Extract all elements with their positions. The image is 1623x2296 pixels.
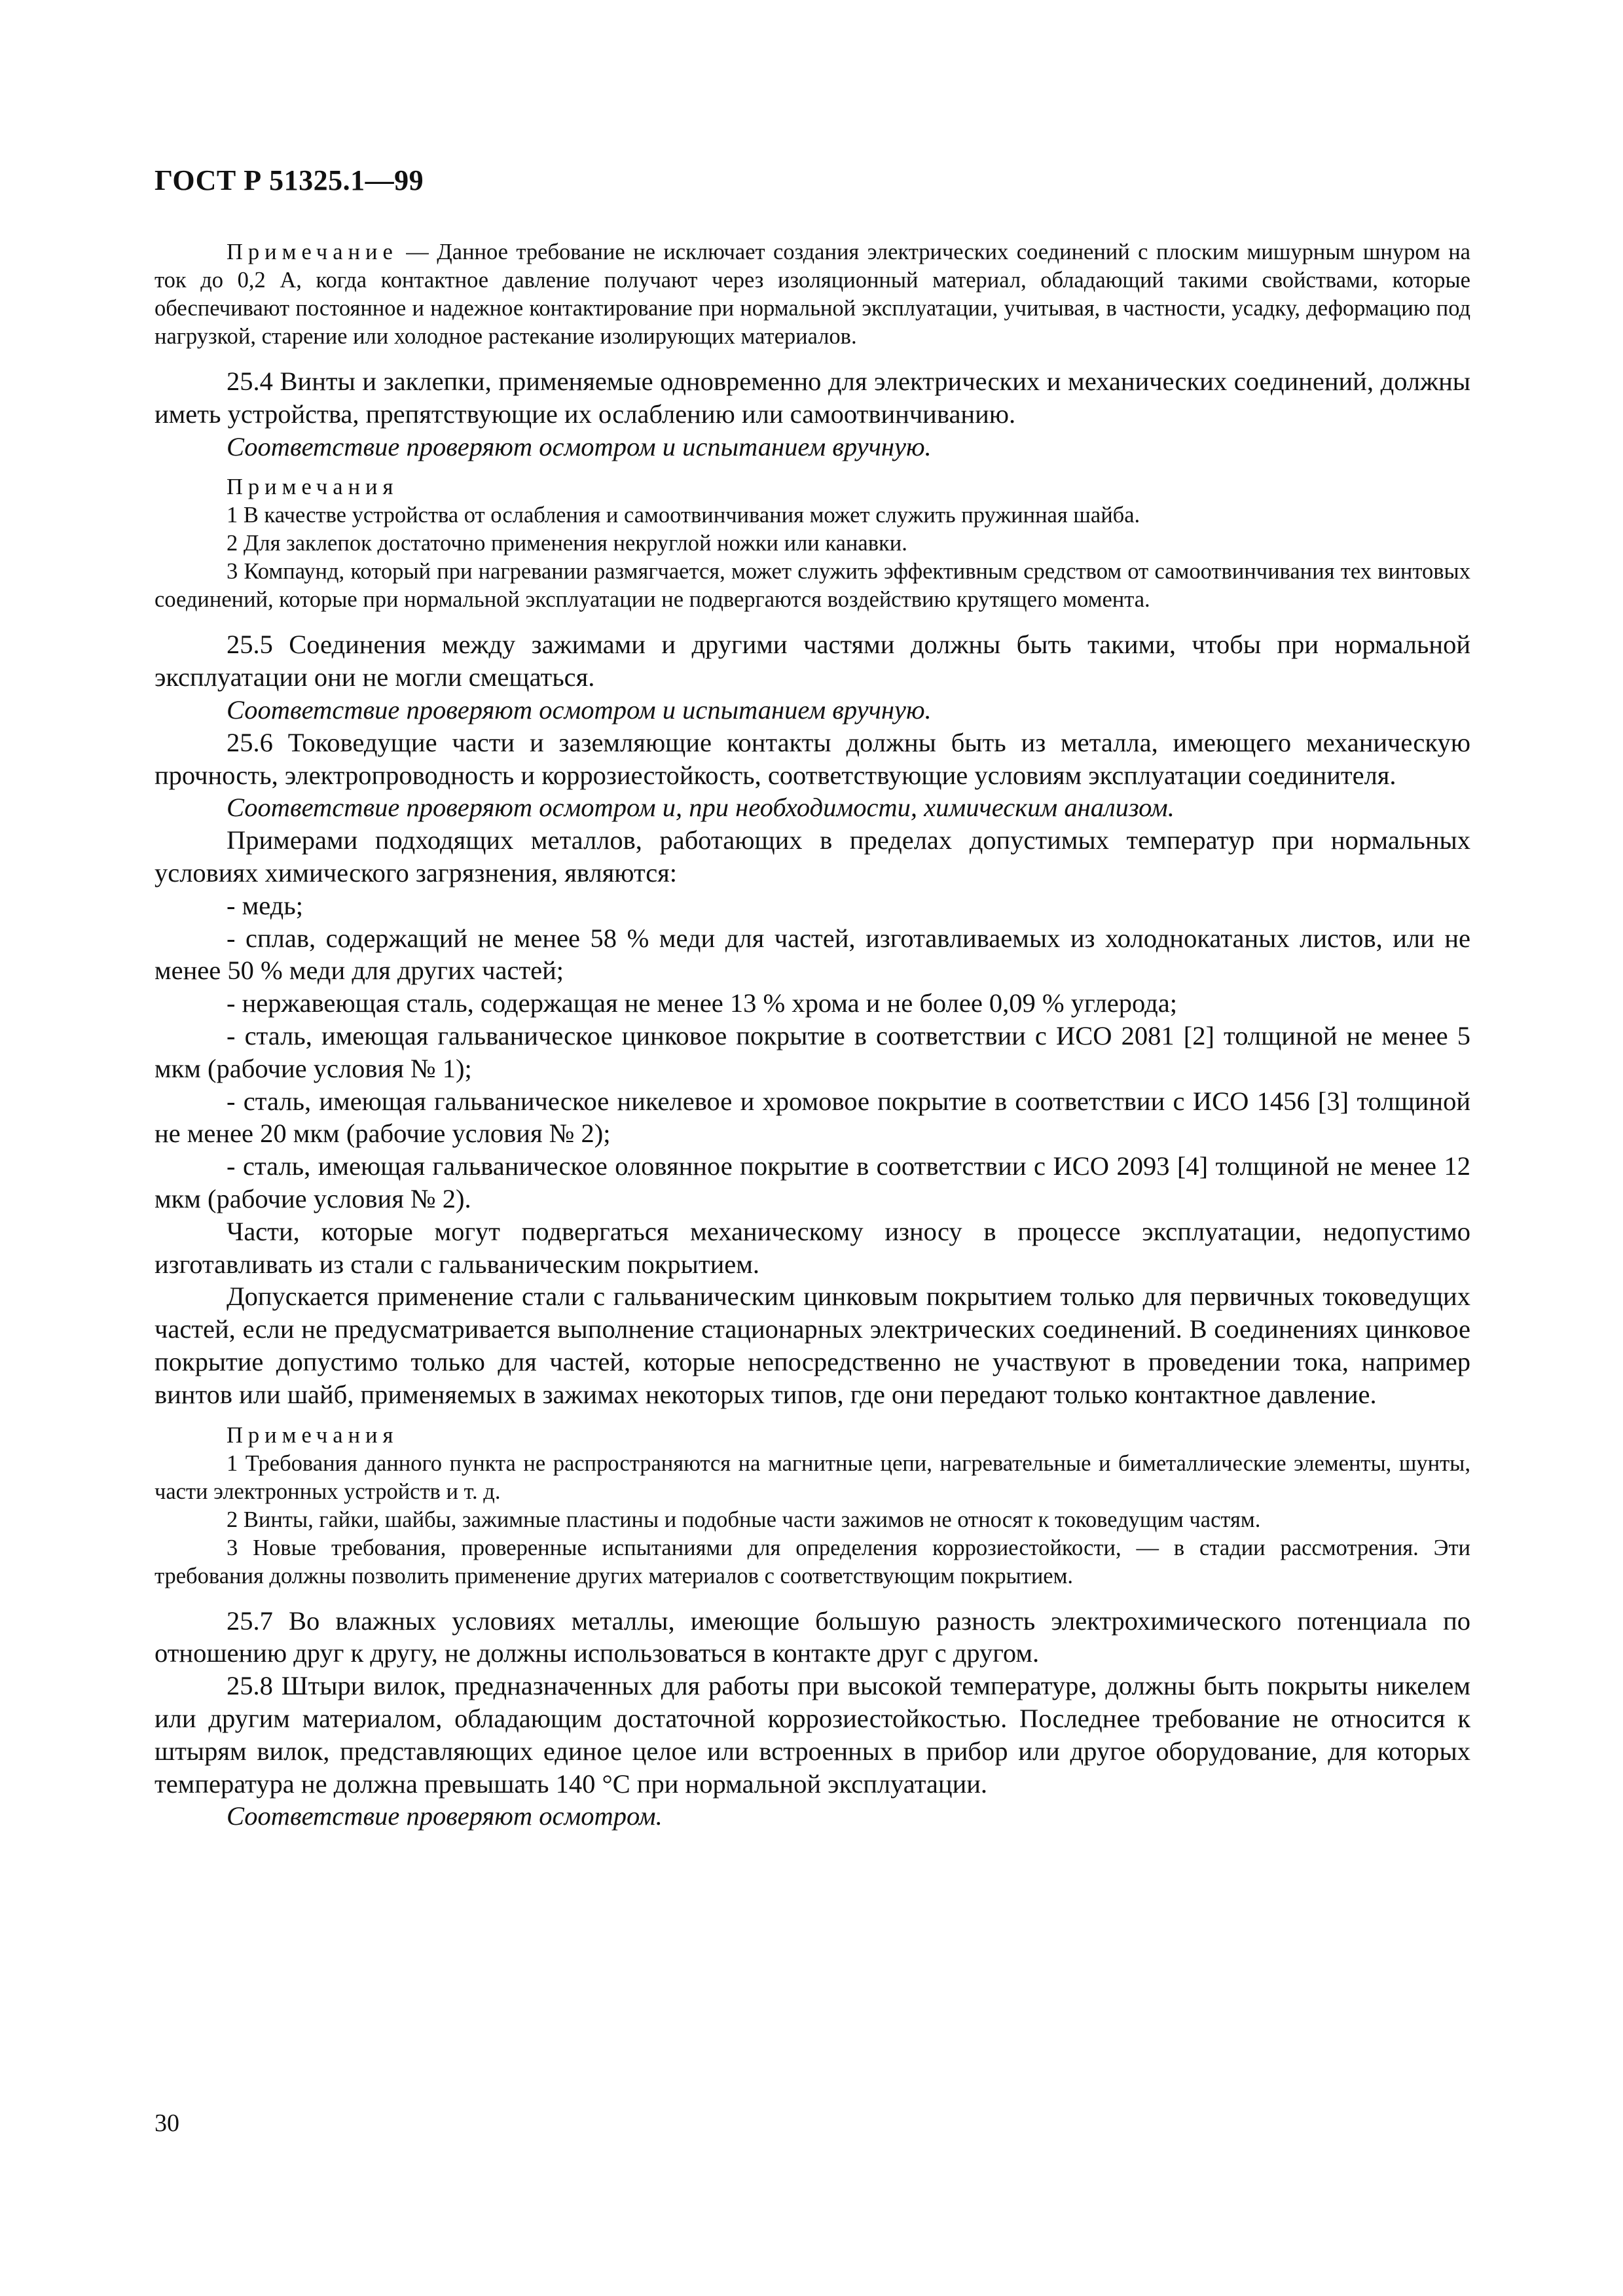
note-label: Примечание — [227, 240, 398, 264]
notes-1-item-1: 1 В качестве устройства от ослабления и самоотвинчивания может служить пружинная шайба. — [227, 503, 1140, 528]
clause-25-6: 25.6 Токоведущие части и заземляющие контакты должны быть из металла, имеющего механическую прочность, электропроводность и коррозиестойкость, соответствующие условиям эксплуатации соединителя. — [155, 727, 1470, 790]
example-item-5: - сталь, имеющая гальваническое никелевое и хромовое покрытие в соответствии с ИСО 1456 [3] толщиной не менее 20 мкм (рабочие условия № 2); — [155, 1086, 1470, 1149]
clause-25-8-check: Соответствие проверяют осмотром. — [227, 1801, 663, 1831]
clause-25-6-wear: Части, которые могут подвергаться механическому износу в процессе эксплуатации, недопустимо изготавливать из стали с гальваническим покрытием. — [155, 1216, 1470, 1279]
notes-1-label: Примечания — [227, 475, 399, 500]
clause-25-6-zinc: Допускается применение стали с гальваническим цинковым покрытием только для первичных токоведущих частей, если не предусматривается выполнение стационарных электрических соединений. В соединениях цинковое покрытие допустимо только для частей, которые непосредственно не участвуют в проведении тока, например винтов или шайб, применяемых в зажимах некоторых типов, где они передают только контактное давление. — [155, 1282, 1470, 1409]
example-item-4: - сталь, имеющая гальваническое цинковое покрытие в соответствии с ИСО 2081 [2] толщиной не менее 5 мкм (рабочие условия № 1); — [155, 1020, 1470, 1083]
document-header: ГОСТ Р 51325.1—99 — [155, 164, 424, 196]
note-top — [155, 238, 1470, 351]
notes-2-item-3: 3 Новые требования, проверенные испытаниями для определения коррозиестойкости, — в стадии рассмотрения. Эти требования должны позволить применение других материалов с соответствующим покрытием. — [155, 1535, 1470, 1588]
notes-2-item-1: 1 Требования данного пункта не распространяются на магнитные цепи, нагревательные и биметаллические элементы, шунты, части электронных устройств и т. д. — [155, 1450, 1470, 1504]
example-item-2: - сплав, содержащий не менее 58 % меди для частей, изготавливаемых из холоднокатаных листов, или не менее 50 % меди для других частей; — [155, 923, 1470, 986]
clause-25-5-check: Соответствие проверяют осмотром и испытанием вручную. — [227, 694, 932, 725]
clause-25-7: 25.7 Во влажных условиях металлы, имеющие большую разность электрохимического потенциала по отношению друг к другу, не должны использоваться в контакте друг с другом. — [155, 1605, 1470, 1668]
example-item-3: - нержавеющая сталь, содержащая не менее 13 % хрома и не более 0,09 % углерода; — [227, 988, 1177, 1018]
example-item-1: - медь; — [227, 890, 304, 920]
clause-25-6-examples-intro: Примерами подходящих металлов, работающих в пределах допустимых температур при нормальных условиях химического загрязнения, являются: — [155, 825, 1470, 888]
notes-2-label: Примечания — [227, 1422, 399, 1448]
note-text: — Данное требование не исключает создания электрических соединений с плоским мишурным шнуром на ток до 0,2 А, когда контактное давление получают через изоляционный материал, обладающий такими свойствами, которые обеспечивают постоянное и надежное контактирование при нормальной эксплуатации, учитывая, в частности, усадку, деформацию под нагрузкой, старение или холодное растекание изолирующих материалов. — [155, 240, 1470, 349]
clause-25-8: 25.8 Штыри вилок, предназначенных для работы при высокой температуре, должны быть покрыты никелем или другим материалом, обладающим достаточной коррозиестойкостью. Последнее требование не относится к штырям вилок, представляющих единое целое или встроенных в прибор или другое оборудование, для которых температура не должна превышать 140 °С при нормальной эксплуатации. — [155, 1671, 1470, 1799]
notes-1-item-2: 2 Для заклепок достаточно применения некруглой ножки или канавки. — [227, 531, 907, 556]
clause-25-4-check: Соответствие проверяют осмотром и испытанием вручную. — [227, 431, 932, 461]
clause-25-5: 25.5 Соединения между зажимами и другими частями должны быть такими, чтобы при нормальной эксплуатации они не могли смещаться. — [155, 630, 1470, 692]
notes-1-item-3: 3 Компаунд, который при нагревании размягчается, может служить эффективным средством от самоотвинчивания тех винтовых соединений, которые при нормальной эксплуатации не подвергаются воздействию крутящего момента. — [155, 559, 1470, 613]
example-item-6: - сталь, имеющая гальваническое оловянное покрытие в соответствии с ИСО 2093 [4] толщиной не менее 12 мкм (рабочие условия № 2). — [155, 1151, 1470, 1213]
document-content — [155, 238, 1470, 1833]
clause-25-6-check: Соответствие проверяют осмотром и, при необходимости, химическим анализом. — [227, 793, 1175, 823]
page-number: 30 — [155, 2109, 179, 2137]
notes-2-item-2: 2 Винты, гайки, шайбы, зажимные пластины и подобные части зажимов не относят к токоведущим частям. — [227, 1507, 1261, 1532]
clause-25-4: 25.4 Винты и заклепки, применяемые одновременно для электрических и механических соединений, должны иметь устройства, препятствующие их ослаблению или самоотвинчиванию. — [155, 367, 1470, 429]
